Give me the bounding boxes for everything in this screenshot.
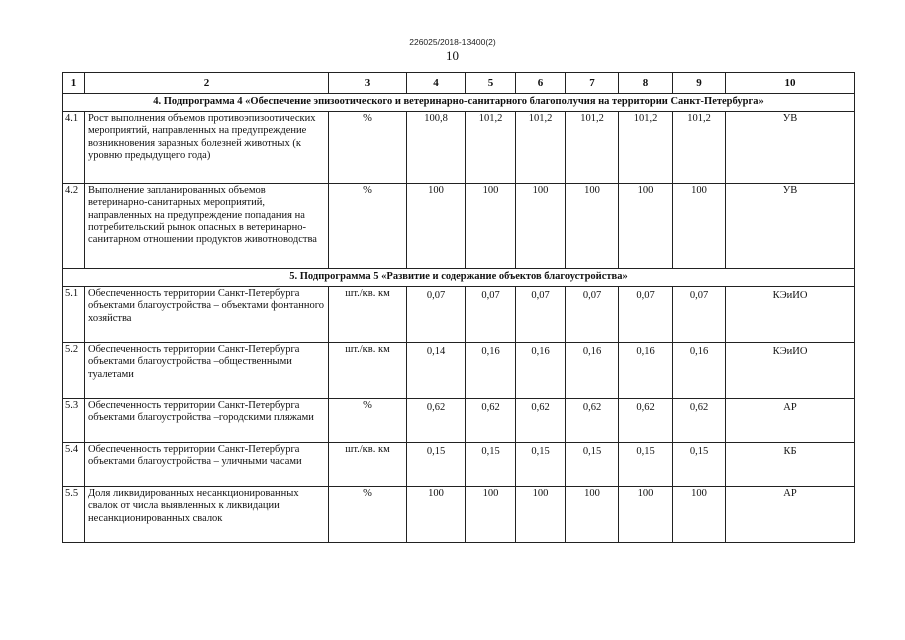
unit-cell: % [329, 487, 407, 543]
column-header: 8 [619, 73, 673, 94]
indicator-name: Обеспеченность территории Санкт-Петербурга объектами благоустройства –общественными туалетами [85, 343, 329, 399]
value-cell: 100 [566, 487, 619, 543]
responsible-cell: КЭиИО [726, 287, 855, 343]
value-cell: 0,14 [407, 343, 466, 399]
row-number: 5.5 [63, 487, 85, 543]
indicator-name: Выполнение запланированных объемов ветеринарно-санитарных мероприятий, направленных на предупреждение попадания на потребительский рынок опасных в ветеринарно-санитарном отношении продуктов животноводства [85, 184, 329, 269]
table-row [63, 487, 855, 543]
responsible-cell: УВ [726, 112, 855, 184]
indicator-name: Рост выполнения объемов противоэпизоотических мероприятий, направленных на предупреждение возникновения заразных болезней животных (к уровню предыдущего года) [85, 112, 329, 184]
value-cell: 0,16 [673, 343, 726, 399]
value-cell: 0,62 [407, 399, 466, 443]
value-cell: 0,07 [516, 287, 566, 343]
indicator-name: Обеспеченность территории Санкт-Петербурга объектами благоустройства – объектами фонтанного хозяйства [85, 287, 329, 343]
value-cell: 0,62 [516, 399, 566, 443]
value-cell: 0,15 [566, 443, 619, 487]
value-cell: 0,62 [673, 399, 726, 443]
unit-cell: шт./кв. км [329, 443, 407, 487]
row-number: 4.1 [63, 112, 85, 184]
table-row [63, 343, 855, 399]
value-cell: 0,62 [466, 399, 516, 443]
value-cell: 100 [516, 487, 566, 543]
value-cell: 0,15 [516, 443, 566, 487]
section-title: 5. Подпрограмма 5 «Развитие и содержание объектов благоустройства» [63, 269, 855, 287]
value-cell: 101,2 [466, 112, 516, 184]
responsible-cell: АР [726, 487, 855, 543]
indicators-table [62, 72, 855, 543]
value-cell: 0,16 [516, 343, 566, 399]
unit-cell: шт./кв. км [329, 343, 407, 399]
unit-cell: % [329, 112, 407, 184]
table-row [63, 287, 855, 343]
value-cell: 0,07 [673, 287, 726, 343]
column-header: 9 [673, 73, 726, 94]
document-id: 226025/2018-13400(2) [409, 37, 496, 47]
column-header: 7 [566, 73, 619, 94]
unit-cell: шт./кв. км [329, 287, 407, 343]
row-number: 5.2 [63, 343, 85, 399]
responsible-cell: КБ [726, 443, 855, 487]
value-cell: 100 [673, 184, 726, 269]
value-cell: 0,15 [619, 443, 673, 487]
responsible-cell: УВ [726, 184, 855, 269]
value-cell: 0,07 [407, 287, 466, 343]
indicator-name: Обеспеченность территории Санкт-Петербурга объектами благоустройства –городскими пляжами [85, 399, 329, 443]
value-cell: 0,16 [466, 343, 516, 399]
value-cell: 0,15 [407, 443, 466, 487]
value-cell: 101,2 [619, 112, 673, 184]
indicator-name: Обеспеченность территории Санкт-Петербурга объектами благоустройства – уличными часами [85, 443, 329, 487]
value-cell: 100 [566, 184, 619, 269]
value-cell: 100 [619, 487, 673, 543]
value-cell: 100 [407, 184, 466, 269]
column-header: 4 [407, 73, 466, 94]
column-header: 2 [85, 73, 329, 94]
value-cell: 100,8 [407, 112, 466, 184]
table-row [63, 443, 855, 487]
value-cell: 100 [516, 184, 566, 269]
page-number: 10 [446, 48, 459, 63]
value-cell: 0,62 [566, 399, 619, 443]
value-cell: 100 [619, 184, 673, 269]
value-cell: 101,2 [673, 112, 726, 184]
value-cell: 100 [673, 487, 726, 543]
unit-cell: % [329, 399, 407, 443]
value-cell: 0,16 [566, 343, 619, 399]
table-row [63, 399, 855, 443]
column-header: 3 [329, 73, 407, 94]
value-cell: 0,07 [619, 287, 673, 343]
value-cell: 100 [407, 487, 466, 543]
section-header-row [63, 269, 855, 287]
value-cell: 0,07 [566, 287, 619, 343]
row-number: 5.3 [63, 399, 85, 443]
value-cell: 100 [466, 184, 516, 269]
value-cell: 101,2 [516, 112, 566, 184]
column-header: 5 [466, 73, 516, 94]
column-header: 10 [726, 73, 855, 94]
value-cell: 0,62 [619, 399, 673, 443]
value-cell: 101,2 [566, 112, 619, 184]
row-number: 4.2 [63, 184, 85, 269]
indicator-name: Доля ликвидированных несанкционированных свалок от числа выявленных к ликвидации несанкционированных свалок [85, 487, 329, 543]
unit-cell: % [329, 184, 407, 269]
responsible-cell: АР [726, 399, 855, 443]
value-cell: 0,15 [466, 443, 516, 487]
row-number: 5.4 [63, 443, 85, 487]
responsible-cell: КЭиИО [726, 343, 855, 399]
value-cell: 0,07 [466, 287, 516, 343]
table-header-row [63, 73, 855, 94]
table-row [63, 184, 855, 269]
table-row [63, 112, 855, 184]
section-title: 4. Подпрограмма 4 «Обеспечение эпизоотического и ветеринарно-санитарного благополучия на территории Санкт-Петербурга» [63, 94, 855, 112]
row-number: 5.1 [63, 287, 85, 343]
value-cell: 0,16 [619, 343, 673, 399]
value-cell: 100 [466, 487, 516, 543]
column-header: 1 [63, 73, 85, 94]
section-header-row [63, 94, 855, 112]
value-cell: 0,15 [673, 443, 726, 487]
column-header: 6 [516, 73, 566, 94]
